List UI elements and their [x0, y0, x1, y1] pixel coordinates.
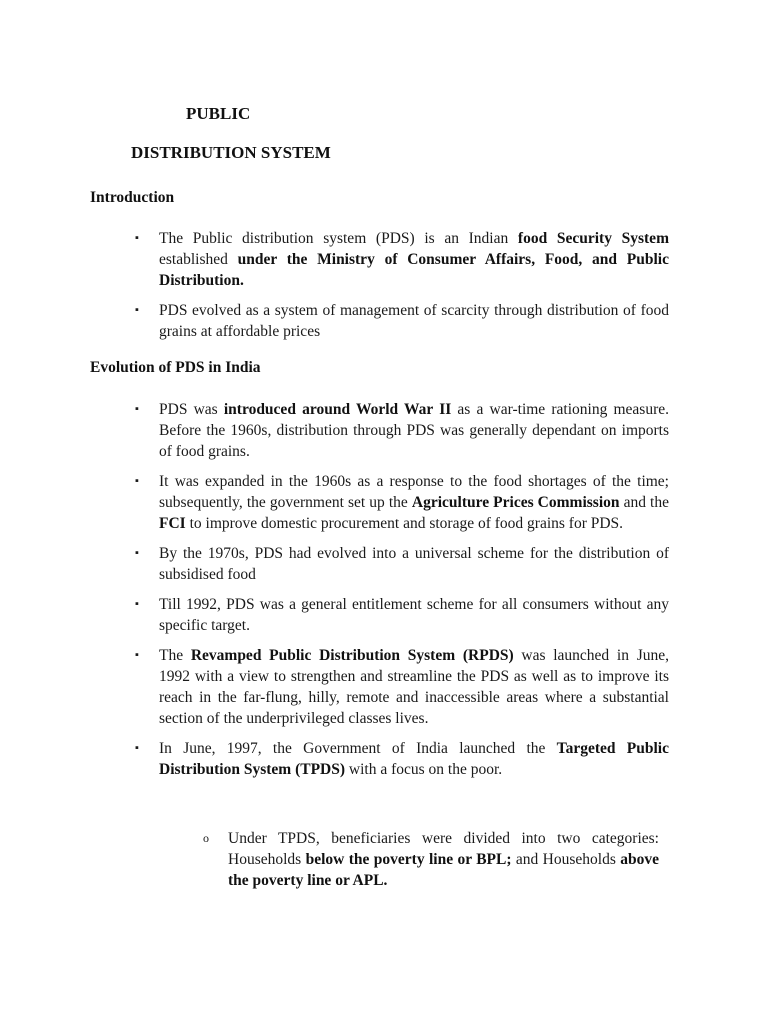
bullet-text: The Public distribution system (PDS) is an Indian food Security System established under the Ministry of Consumer Affairs, Food, and Public Distribution.	[159, 230, 669, 289]
bullet-text: In June, 1997, the Government of India launched the Targeted Public Distribution System (TPDS) with a focus on the poor.	[159, 740, 669, 778]
bullet-item	[135, 300, 669, 342]
bullet-item	[135, 543, 669, 585]
square-bullet-icon: ▪	[135, 649, 139, 661]
square-bullet-icon: ▪	[135, 304, 139, 316]
bullet-item	[135, 594, 669, 636]
bullet-text: Till 1992, PDS was a general entitlement scheme for all consumers without any specific target.	[159, 596, 669, 634]
bullet-item	[135, 471, 669, 534]
sub-bullet-item	[203, 828, 659, 891]
square-bullet-icon: ▪	[135, 475, 139, 487]
square-bullet-icon: ▪	[135, 547, 139, 559]
circle-bullet-icon: o	[203, 831, 209, 845]
sub-bullet-text: Under TPDS, beneficiaries were divided into two categories: Households below the poverty line or BPL; and Households above the poverty line or APL.	[228, 830, 660, 889]
bullet-text: By the 1970s, PDS had evolved into a universal scheme for the distribution of subsidised food	[159, 545, 669, 583]
bullet-text: PDS evolved as a system of management of scarcity through distribution of food grains at affordable prices	[159, 302, 669, 340]
bullet-text: It was expanded in the 1960s as a response to the food shortages of the time; subsequently, the government set up the Agriculture Prices Commission and the FCI to improve domestic procurement and storage of food grains for PDS.	[159, 473, 669, 532]
bullet-item	[135, 738, 669, 780]
section-heading-evolution: Evolution of PDS in India	[90, 359, 261, 376]
square-bullet-icon: ▪	[135, 598, 139, 610]
square-bullet-icon: ▪	[135, 232, 139, 244]
section-heading-introduction: Introduction	[90, 189, 175, 206]
bullet-text: The Revamped Public Distribution System (RPDS) was launched in June, 1992 with a view to strengthen and streamline the PDS as well as to improve its reach in the far-flung, hilly, remote and inaccessible areas where a substantial section of the underprivileged classes lives.	[159, 647, 669, 727]
bullet-item	[135, 399, 669, 462]
bullet-text: PDS was introduced around World War II as a war-time rationing measure. Before the 1960s, distribution through PDS was generally dependant on imports of food grains.	[159, 401, 669, 460]
page-title-line1: PUBLIC	[186, 104, 251, 123]
square-bullet-icon: ▪	[135, 403, 139, 415]
introduction-bullet-list	[135, 228, 669, 351]
square-bullet-icon: ▪	[135, 742, 139, 754]
tpds-sub-bullet-list	[203, 828, 659, 891]
evolution-bullet-list	[135, 399, 669, 789]
page-title-line2: DISTRIBUTION SYSTEM	[131, 143, 331, 162]
bullet-item	[135, 228, 669, 291]
bullet-item	[135, 645, 669, 729]
